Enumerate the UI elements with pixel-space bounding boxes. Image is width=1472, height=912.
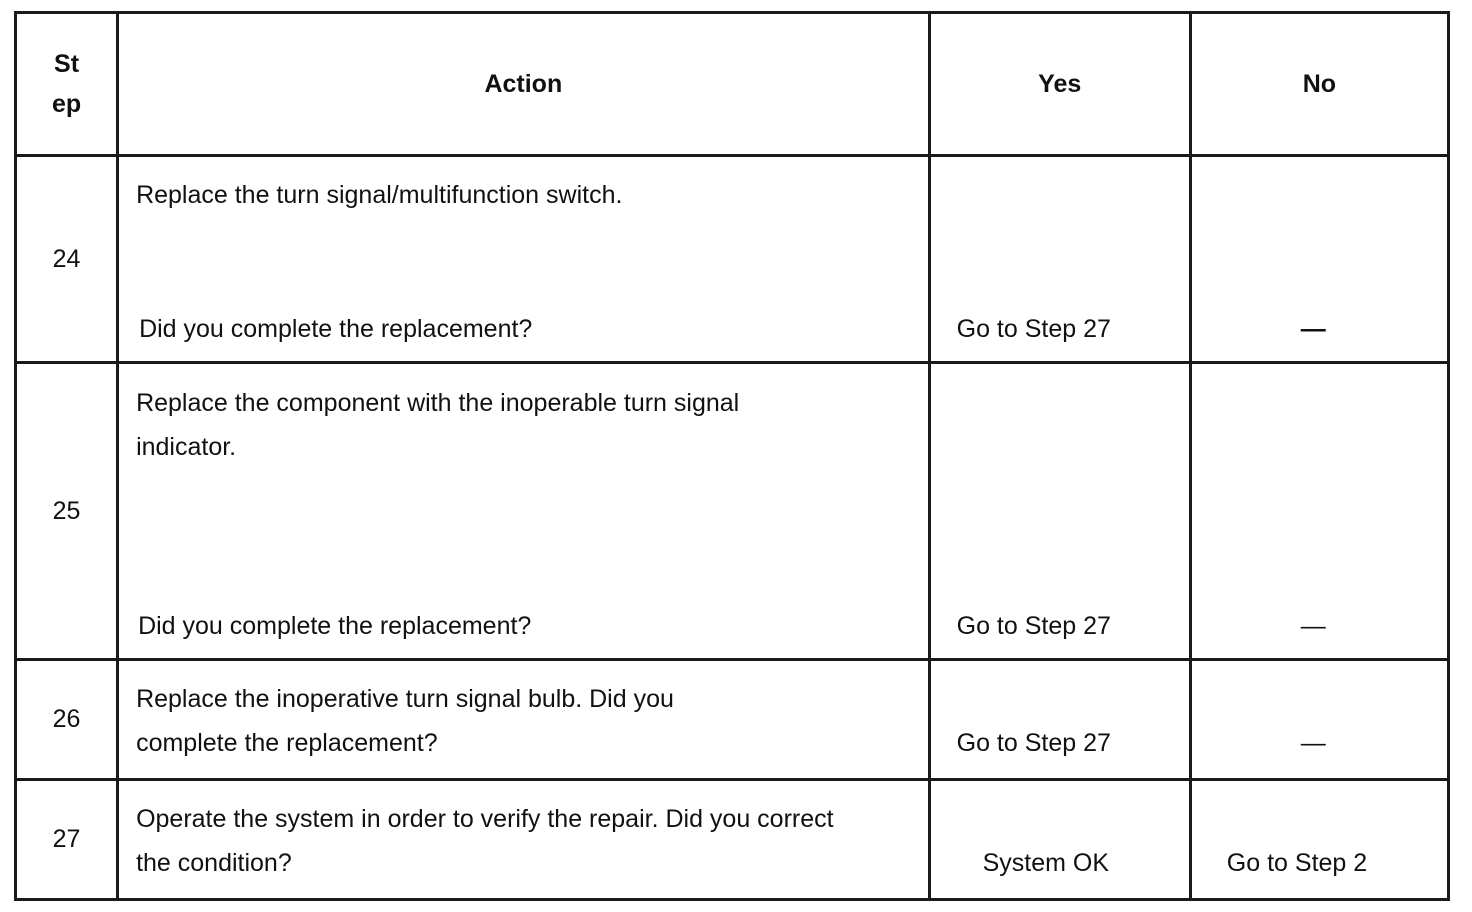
header-no: No [1190,13,1448,156]
table-row [16,156,1449,363]
yes-link: Go to Step 27 [956,612,1111,640]
step-number: 27 [16,780,118,900]
no-cell [1190,660,1448,780]
action-question: Did you complete the replacement? [138,612,532,640]
no-cell [1190,156,1448,363]
no-cell [1190,780,1448,900]
action-cell [118,156,930,363]
step-number: 26 [16,660,118,780]
yes-link: Go to Step 27 [956,315,1111,343]
action-text: Replace the inoperative turn signal bulb. Did you complete the replacement? [136,685,674,757]
table-row [16,660,1449,780]
header-action: Action [118,13,930,156]
action-cell [118,780,930,900]
header-yes: Yes [929,13,1190,156]
diagnostic-table [14,11,1450,901]
table-row [16,780,1449,900]
no-link: Go to Step 2 [1226,849,1368,877]
no-value: — [1300,612,1326,640]
yes-cell [929,363,1190,660]
header-row [16,13,1449,156]
action-cell [118,363,930,660]
yes-cell [929,156,1190,363]
action-question: Did you complete the replacement? [139,315,533,343]
action-text: Replace the turn signal/multifunction switch. [136,181,623,209]
step-number: 24 [16,156,118,363]
action-text: Operate the system in order to verify the repair. Did you correct the condition? [136,805,834,877]
yes-cell [929,780,1190,900]
table-row [16,363,1449,660]
step-number: 25 [16,363,118,660]
action-text: Replace the component with the inoperable turn signal indicator. [136,389,740,461]
yes-value: System OK [982,849,1110,877]
header-step: St ep [16,13,118,156]
yes-cell [929,660,1190,780]
yes-link: Go to Step 27 [956,729,1111,757]
action-cell [118,660,930,780]
no-value: — [1300,729,1326,757]
no-value: — [1300,315,1326,343]
no-cell [1190,363,1448,660]
